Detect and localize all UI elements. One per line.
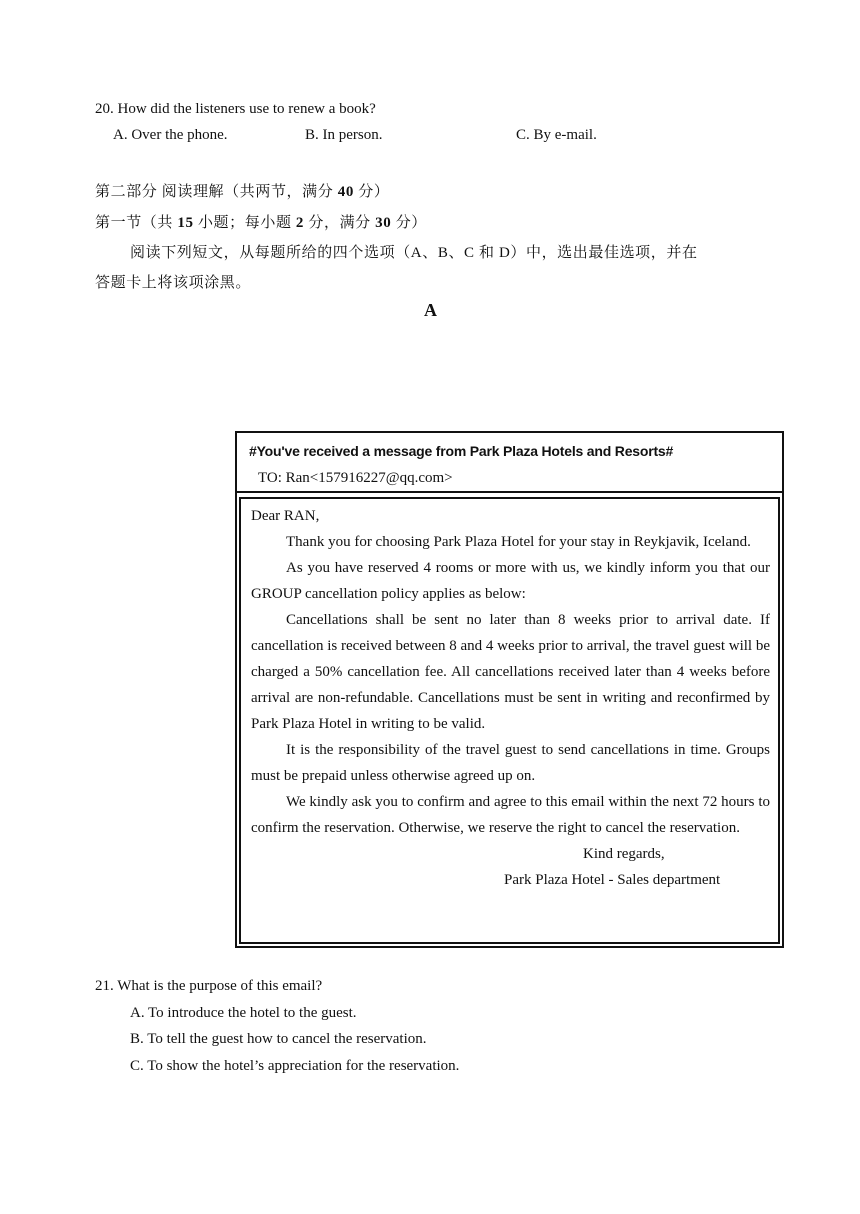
email-header bbox=[237, 433, 782, 493]
email-closing: Kind regards, bbox=[583, 846, 665, 862]
email-paragraph: Thank you for choosing Park Plaza Hotel for your stay in Reykjavik, Iceland. bbox=[286, 534, 751, 550]
email-paragraph: It is the responsibility of the travel guest to send cancellations in time. Groups must be prepaid unless otherwise agreed up on. bbox=[251, 742, 770, 784]
question-21: 21. What is the purpose of this email? bbox=[95, 978, 323, 994]
q21-option-c: C. To show the hotel’s appreciation for the reservation. bbox=[130, 1058, 460, 1074]
email-subject: #You've received a message from Park Plaza Hotels and Resorts# bbox=[249, 443, 674, 459]
question-20: 20. How did the listeners use to renew a book? bbox=[95, 101, 376, 117]
part2-title: 第二部分 阅读理解（共两节，满分 40 分） bbox=[95, 184, 390, 200]
q21-option-a: A. To introduce the hotel to the guest. bbox=[130, 1005, 357, 1021]
email-recipient: TO: Ran<157916227@qq.com> bbox=[258, 470, 453, 486]
instructions-line-1: 阅读下列短文，从每题所给的四个选项（A、B、C 和 D）中，选出最佳选项，并在 bbox=[130, 245, 698, 261]
email-greeting: Dear RAN, bbox=[251, 508, 320, 524]
email-message bbox=[235, 431, 784, 948]
instructions-line-2: 答题卡上将该项涂黑。 bbox=[95, 275, 252, 291]
email-paragraph: As you have reserved 4 rooms or more with us, we kindly inform you that our GROUP cancellation policy applies as below: bbox=[251, 560, 770, 602]
email-paragraph: Cancellations shall be sent no later than 8 weeks prior to arrival date. If cancellation is received between 8 and 4 weeks prior to arrival, the travel guest will be charged a 50% cancellation fee. All cancellations received later than 4 weeks before arrival are non-refundable. Cancellations must be sent in writing and reconfirmed by Park Plaza Hotel in writing to be valid. bbox=[251, 612, 770, 732]
email-paragraph: We kindly ask you to confirm and agree to this email within the next 72 hours to confirm the reservation. Otherwise, we reserve the right to cancel the reservation. bbox=[251, 794, 770, 836]
q20-option-c: C. By e-mail. bbox=[516, 127, 597, 143]
email-body bbox=[239, 497, 780, 944]
q20-option-a: A. Over the phone. bbox=[113, 127, 228, 143]
section1-title: 第一节（共 15 小题；每小题 2 分，满分 30 分） bbox=[95, 215, 427, 231]
email-signature: Park Plaza Hotel - Sales department bbox=[504, 872, 721, 888]
q21-option-b: B. To tell the guest how to cancel the reservation. bbox=[130, 1031, 427, 1047]
q20-option-b: B. In person. bbox=[305, 127, 383, 143]
section-letter: A bbox=[424, 300, 437, 320]
